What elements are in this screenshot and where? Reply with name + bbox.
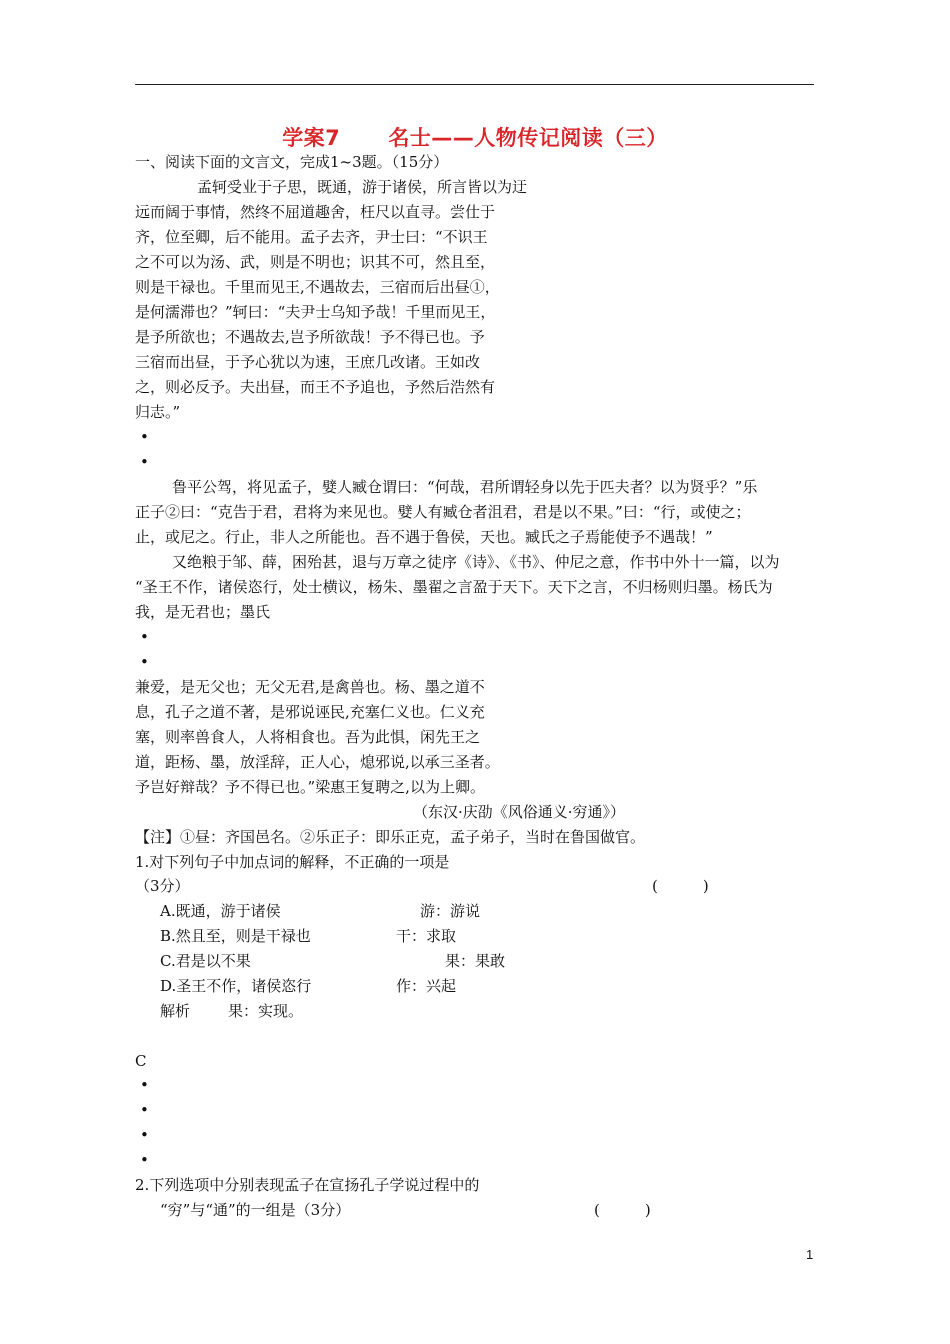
text-line: “圣王不作，诸侯恣行，处士横议，杨朱、墨翟之言盈于天下。天下之言，不归杨则归墨。杨氏为 <box>135 578 773 596</box>
text-line: 兼爱，是无父也；无父无君,是禽兽也。杨、墨之道不 <box>135 678 485 696</box>
question-2-cont: “穷”与“通”的一组是（3分） <box>160 1201 351 1219</box>
text-line: 止，或尼之。行止，非人之所能也。吾不遇于鲁侯，天也。臧氏之子焉能使予不遇哉！” <box>135 528 713 546</box>
section-heading: 一、阅读下面的文言文，完成1~3题。（15分） <box>135 153 449 171</box>
option-b-gloss: 干：求取 <box>396 927 457 945</box>
question-2: 2.下列选项中分别表现孟子在宣扬孔子学说过程中的 <box>135 1176 480 1194</box>
text-line: 远而阔于事情，然终不屈道趣舍，枉尺以直寻。尝仕于 <box>135 203 496 221</box>
text-line: 正子②曰：“克告于君，君将为来见也。嬖人有臧仓者沮君，君是以不果。”曰：“行，或使之； <box>135 503 751 521</box>
text-line: 是予所欲也；不遇故去,岂予所欲哉！予不得已也。予 <box>135 328 485 346</box>
text-line: 又绝粮于邹、薛，困殆甚，退与万章之徒序《诗》、《书》、仲尼之意，作书中外十一篇，以为 <box>172 553 780 571</box>
analysis-text: 果：实现。 <box>228 1002 304 1020</box>
text-line: 我，是无君也；墨氏 <box>135 603 271 621</box>
text-line: 之不可以为汤、武，则是不明也；识其不可，然且至， <box>135 253 496 271</box>
bullet-dot: • <box>140 1151 149 1169</box>
option-b: B.然且至，则是干禄也 <box>160 927 311 945</box>
answer-key: C <box>135 1052 147 1070</box>
text-line: 是何濡滞也？”轲曰：“夫尹士乌知予哉！千里而见王， <box>135 303 496 321</box>
header-rule <box>135 84 814 85</box>
text-line: 塞，则率兽食人，人将相食也。吾为此惧，闲先王之 <box>135 728 481 746</box>
bullet-dot: • <box>140 453 149 471</box>
option-a-gloss: 游：游说 <box>420 902 481 920</box>
text-line: 予岂好辩哉？予不得已也。”梁惠王复聘之,以为上卿。 <box>135 778 485 796</box>
note-line: 【注】①昼：齐国邑名。②乐正子：即乐正克，孟子弟子，当时在鲁国做官。 <box>135 828 646 846</box>
option-d: D.圣王不作，诸侯恣行 <box>160 977 312 995</box>
text-line: 之，则必反予。夫出昼，而王不予追也，予然后浩然有 <box>135 378 496 396</box>
text-line: 孟轲受业于子思，既通，游于诸侯，所言皆以为迂 <box>197 178 528 196</box>
source-citation: （东汉·庆劭《风俗通义·穷通》） <box>413 803 626 821</box>
text-line: 归志。” <box>135 403 181 421</box>
text-line: 则是干禄也。千里而见王,不遇故去，三宿而后出昼①， <box>135 278 500 296</box>
text-line: 息，孔子之道不著，是邪说诬民,充塞仁义也。仁义充 <box>135 703 485 721</box>
bullet-dot: • <box>140 1126 149 1144</box>
bullet-dot: • <box>140 1101 149 1119</box>
option-c-gloss: 果：果敢 <box>445 952 506 970</box>
text-line: 三宿而出昼，于予心犹以为速，王庶几改诸。王如改 <box>135 353 481 371</box>
bullet-dot: • <box>140 628 149 646</box>
question-1: 1.对下列句子中加点词的解释，不正确的一项是 <box>135 853 450 871</box>
option-c: C.君是以不果 <box>160 952 251 970</box>
answer-blank: ( ) <box>594 1201 651 1219</box>
question-1-score: （3分） <box>135 877 190 895</box>
page-number: 1 <box>806 1247 814 1262</box>
title-main: 名士——人物传记阅读（三） <box>388 126 668 150</box>
text-line: 齐，位至卿，后不能用。孟子去齐，尹士曰：“不识王 <box>135 228 488 246</box>
answer-blank: ( ) <box>652 877 709 895</box>
page-title <box>0 122 950 152</box>
option-d-gloss: 作：兴起 <box>396 977 457 995</box>
title-lesson: 学案7 <box>282 126 341 150</box>
bullet-dot: • <box>140 1076 149 1094</box>
option-a: A.既通，游于诸侯 <box>160 902 281 920</box>
analysis-label: 解析 <box>160 1002 191 1020</box>
text-line: 道，距杨、墨，放淫辞，正人心，熄邪说,以承三圣者。 <box>135 753 500 771</box>
text-line: 鲁平公驾，将见孟子，嬖人臧仓谓曰：“何哉，君所谓轻身以先于匹夫者？以为贤乎？”乐 <box>172 478 758 496</box>
bullet-dot: • <box>140 428 149 446</box>
bullet-dot: • <box>140 653 149 671</box>
